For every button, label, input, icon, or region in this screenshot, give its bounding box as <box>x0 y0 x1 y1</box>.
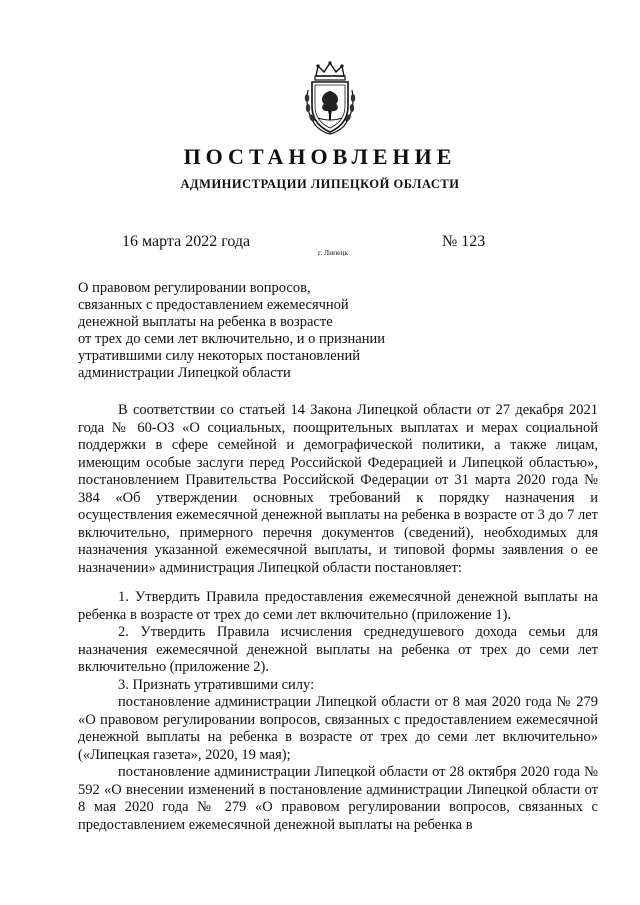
document-subject <box>78 280 438 382</box>
document-subtitle: АДМИНИСТРАЦИИ ЛИПЕЦКОЙ ОБЛАСТИ <box>180 177 460 191</box>
document-date: 16 марта 2022 года <box>122 233 251 250</box>
repealed-act-1: постановление администрации Липецкой области от 8 мая 2020 года № 279 «О правовом регулировании вопросов, связанных с предоставлением ежемесячной денежной выплаты на ребенка в возрасте от трех до семи лет включительно» («Липецкая газета», 2020, 19 мая); <box>78 694 598 763</box>
repealed-act-2: постановление администрации Липецкой области от 28 октября 2020 года № 592 «О внесении изменений в постановление администрации Липецкой области от 8 мая 2020 года № 279 «О правовом регулировании вопросов, связанных с предоставлением ежемесячной денежной выплаты на ребенка в <box>78 764 598 833</box>
resolution-item-3: 3. Признать утратившими силу: <box>118 676 315 693</box>
document-title: ПОСТАНОВЛЕНИЕ <box>183 144 457 169</box>
resolution-item-1: 1. Утвердить Правила предоставления ежемесячной денежной выплаты на ребенка в возрасте от трех до семи лет включительно (приложение 1). <box>78 589 598 623</box>
subject-line: от трех до семи лет включительно, и о признании <box>78 331 385 347</box>
coat-of-arms-emblem <box>302 60 358 136</box>
subject-line: денежной выплаты на ребенка в возрасте <box>78 314 333 330</box>
preamble-paragraph: В соответствии со статьей 14 Закона Липецкой области от 27 декабря 2021 года № 60-ОЗ «О социальных, поощрительных выплатах и мерах социальной поддержки в сфере семейной и демографической политики, а также лицам, имеющим особые заслуги перед Российской Федерацией и Липецкой областью», постановлением Правительства Российской Федерации от 31 марта 2020 года № 384 «Об утверждении основных требований к порядку назначения и осуществления ежемесячной денежной выплаты на ребенка в возрасте от 3 до 7 лет включительно, примерного перечня документов (сведений), необходимых для назначения указанной ежемесячной выплаты, и типовой формы заявления о ее назначении» администрация Липецкой области постановляет: <box>78 402 598 576</box>
subject-line: утратившими силу некоторых постановлений <box>78 348 361 364</box>
document-body <box>78 402 598 834</box>
document-city: г. Липецк <box>318 248 349 257</box>
document-number: № 123 <box>442 233 486 250</box>
subject-line: администрации Липецкой области <box>78 365 291 381</box>
subject-line: связанных с предоставлением ежемесячной <box>78 297 349 313</box>
resolution-item-2: 2. Утвердить Правила исчисления среднедушевого дохода семьи для назначения ежемесячной денежной выплаты на ребенка от трех до семи лет включительно (приложение 2). <box>78 624 598 675</box>
subject-line: О правовом регулировании вопросов, <box>78 280 311 296</box>
